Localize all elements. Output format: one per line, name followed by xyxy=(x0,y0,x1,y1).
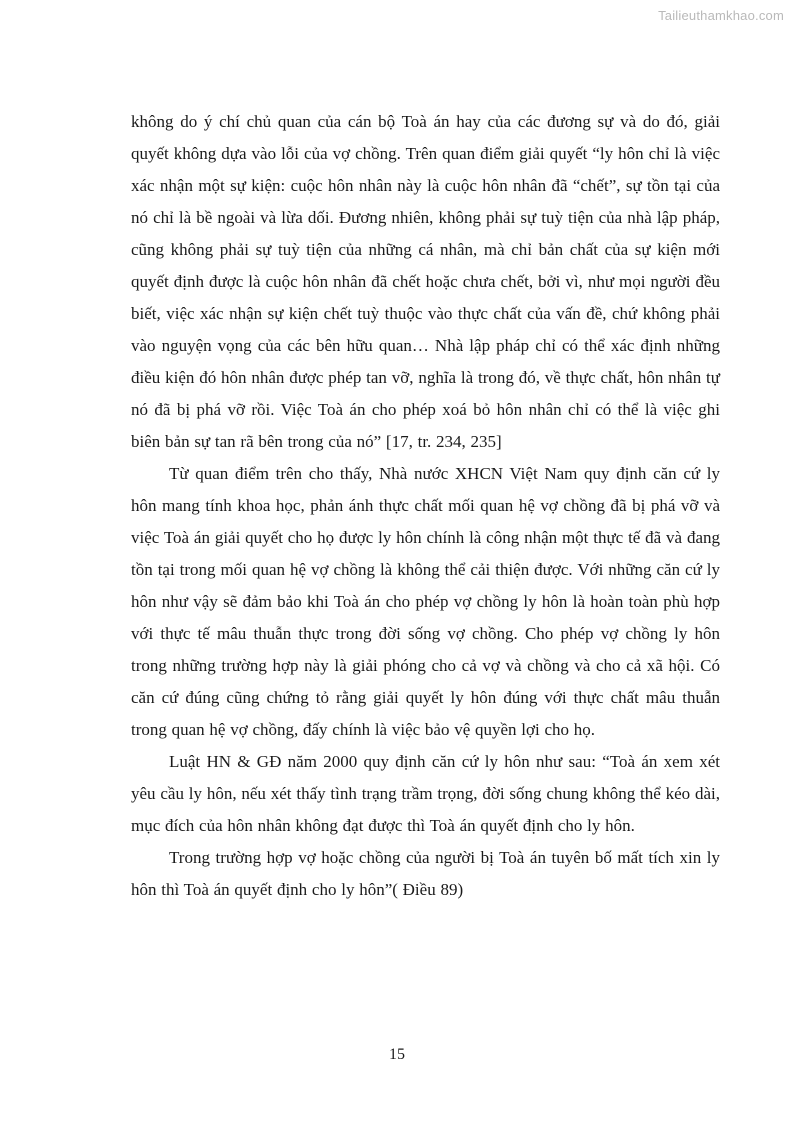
paragraph: Trong trường hợp vợ hoặc chồng của người bị Toà án tuyên bố mất tích xin ly hôn thì Toà án quyết định cho ly hôn”( Điều 89) xyxy=(131,848,720,899)
paragraph-continuation: không do ý chí chủ quan của cán bộ Toà án hay của các đương sự và do đó, giải quyết không dựa vào lỗi của vợ chồng. Trên quan điểm giải quyết “ly hôn chỉ là việc xác nhận một sự kiện: cuộc hôn nhân này là cuộc hôn nhân đã “chết”, sự tồn tại của nó chỉ là bề ngoài và lừa dối. Đương nhiên, không phải sự tuỳ tiện của nhà lập pháp, cũng không phải sự tuỳ tiện của những cá nhân, mà chỉ bản chất của sự kiện mới quyết định được là cuộc hôn nhân đã chết hoặc chưa chết, bởi vì, như mọi người đều biết, việc xác nhận sự kiện chết tuỳ thuộc vào thực chất của vấn đề, chứ không phải vào nguyện vọng của các bên hữu quan… Nhà lập pháp chỉ có thể xác định những điều kiện đó hôn nhân được phép tan vỡ, nghĩa là trong đó, về thực chất, hôn nhân tự nó đã bị phá vỡ rồi. Việc Toà án cho phép xoá bỏ hôn nhân chỉ có thể là việc ghi biên bản sự tan rã bên trong của nó” [17, tr. 234, 235] xyxy=(131,112,720,451)
document-body xyxy=(131,106,720,906)
paragraph: Luật HN & GĐ năm 2000 quy định căn cứ ly hôn như sau: “Toà án xem xét yêu cầu ly hôn, nếu xét thấy tình trạng trầm trọng, đời sống chung không thể kéo dài, mục đích của hôn nhân không đạt được thì Toà án quyết định cho ly hôn. xyxy=(131,752,720,835)
paragraph: Từ quan điểm trên cho thấy, Nhà nước XHCN Việt Nam quy định căn cứ ly hôn mang tính khoa học, phản ánh thực chất mối quan hệ vợ chồng đã bị phá vỡ và việc Toà án giải quyết cho họ được ly hôn chính là công nhận một thực tế đã và đang tồn tại trong mối quan hệ vợ chồng là không thể cải thiện được. Với những căn cứ ly hôn như vậy sẽ đảm bảo khi Toà án cho phép vợ chồng ly hôn là hoàn toàn phù hợp với thực tế mâu thuẫn thực trong đời sống vợ chồng. Cho phép vợ chồng ly hôn trong những trường hợp này là giải phóng cho cả vợ và chồng và cho cả xã hội. Có căn cứ đúng cũng chứng tỏ rằng giải quyết ly hôn đúng với thực chất mâu thuẫn trong quan hệ vợ chồng, đấy chính là việc bảo vệ quyền lợi cho họ. xyxy=(131,464,720,739)
page-number: 15 xyxy=(389,1046,405,1063)
watermark-text: Tailieuthamkhao.com xyxy=(658,8,784,23)
